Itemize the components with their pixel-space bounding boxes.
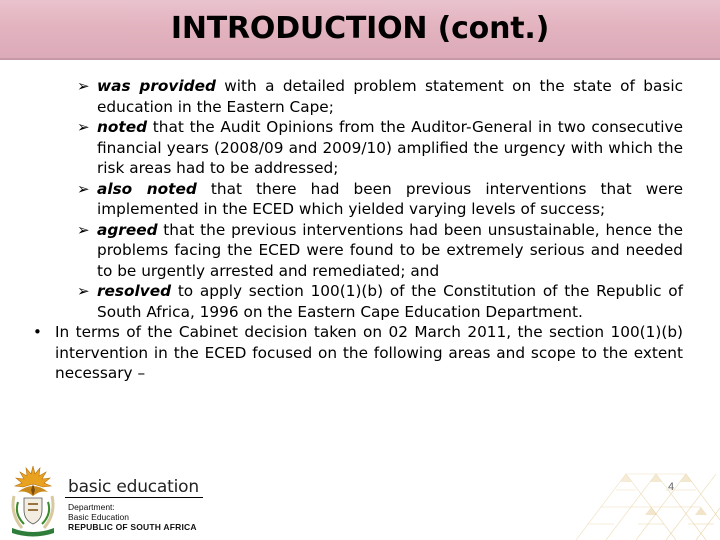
arrow-bullet-icon: ➢ bbox=[77, 220, 90, 239]
list-item bbox=[77, 179, 684, 220]
list-item bbox=[77, 76, 683, 117]
item-lead: also noted bbox=[97, 179, 197, 198]
decorative-pattern bbox=[566, 444, 720, 540]
item-text: with a detailed problem statement on the state of basic education in the Eastern Cape; bbox=[97, 77, 683, 116]
dot-bullet-icon: • bbox=[33, 323, 42, 341]
dept-line: Department: bbox=[68, 502, 115, 512]
brand-divider bbox=[65, 497, 203, 498]
page-number: 4 bbox=[668, 481, 675, 493]
item-text: to apply section 100(1)(b) of the Constitution of the Republic of South Africa, 1996 on the Eastern Cape Education Department. bbox=[97, 282, 683, 321]
list-item bbox=[77, 117, 683, 179]
department-label bbox=[68, 502, 197, 532]
arrow-bullet-icon: ➢ bbox=[77, 179, 90, 198]
dept-line: Basic Education bbox=[68, 512, 129, 522]
item-lead: resolved bbox=[97, 282, 172, 300]
dept-country: REPUBLIC OF SOUTH AFRICA bbox=[68, 522, 197, 532]
item-text: that the Audit Opinions from the Auditor-General in two consecutive financial years (2008/09 and 2009/10) amplified the urgency with which the risk areas had to be addressed; bbox=[97, 118, 683, 177]
list-item bbox=[77, 220, 683, 282]
arrow-bullet-icon: ➢ bbox=[77, 118, 90, 136]
main-bullet-text: In terms of the Cabinet decision taken on 02 March 2011, the section 100(1)(b) intervention in the ECED focused on the following areas and scope to the extent necessary – bbox=[55, 323, 683, 382]
item-text: that the previous interventions had been unsustainable, hence the problems facing the ECED were found to be extremely serious and needed to be urgently arrested and remediated; and bbox=[97, 220, 683, 280]
slide-body bbox=[0, 76, 720, 384]
arrow-bullet-icon: ➢ bbox=[77, 282, 90, 300]
item-text: that there had been previous interventions that were implemented in the ECED which yielded varying levels of success; bbox=[97, 179, 684, 218]
item-lead: noted bbox=[97, 118, 148, 136]
item-lead: agreed bbox=[97, 220, 158, 239]
main-bullet-item bbox=[33, 322, 683, 384]
slide-title: INTRODUCTION (cont.) bbox=[0, 0, 720, 60]
arrow-bullet-icon: ➢ bbox=[77, 77, 90, 95]
coat-of-arms-icon bbox=[4, 462, 62, 538]
brand-name: basic education bbox=[68, 477, 199, 497]
item-lead: was provided bbox=[97, 77, 216, 95]
list-item bbox=[77, 281, 683, 322]
